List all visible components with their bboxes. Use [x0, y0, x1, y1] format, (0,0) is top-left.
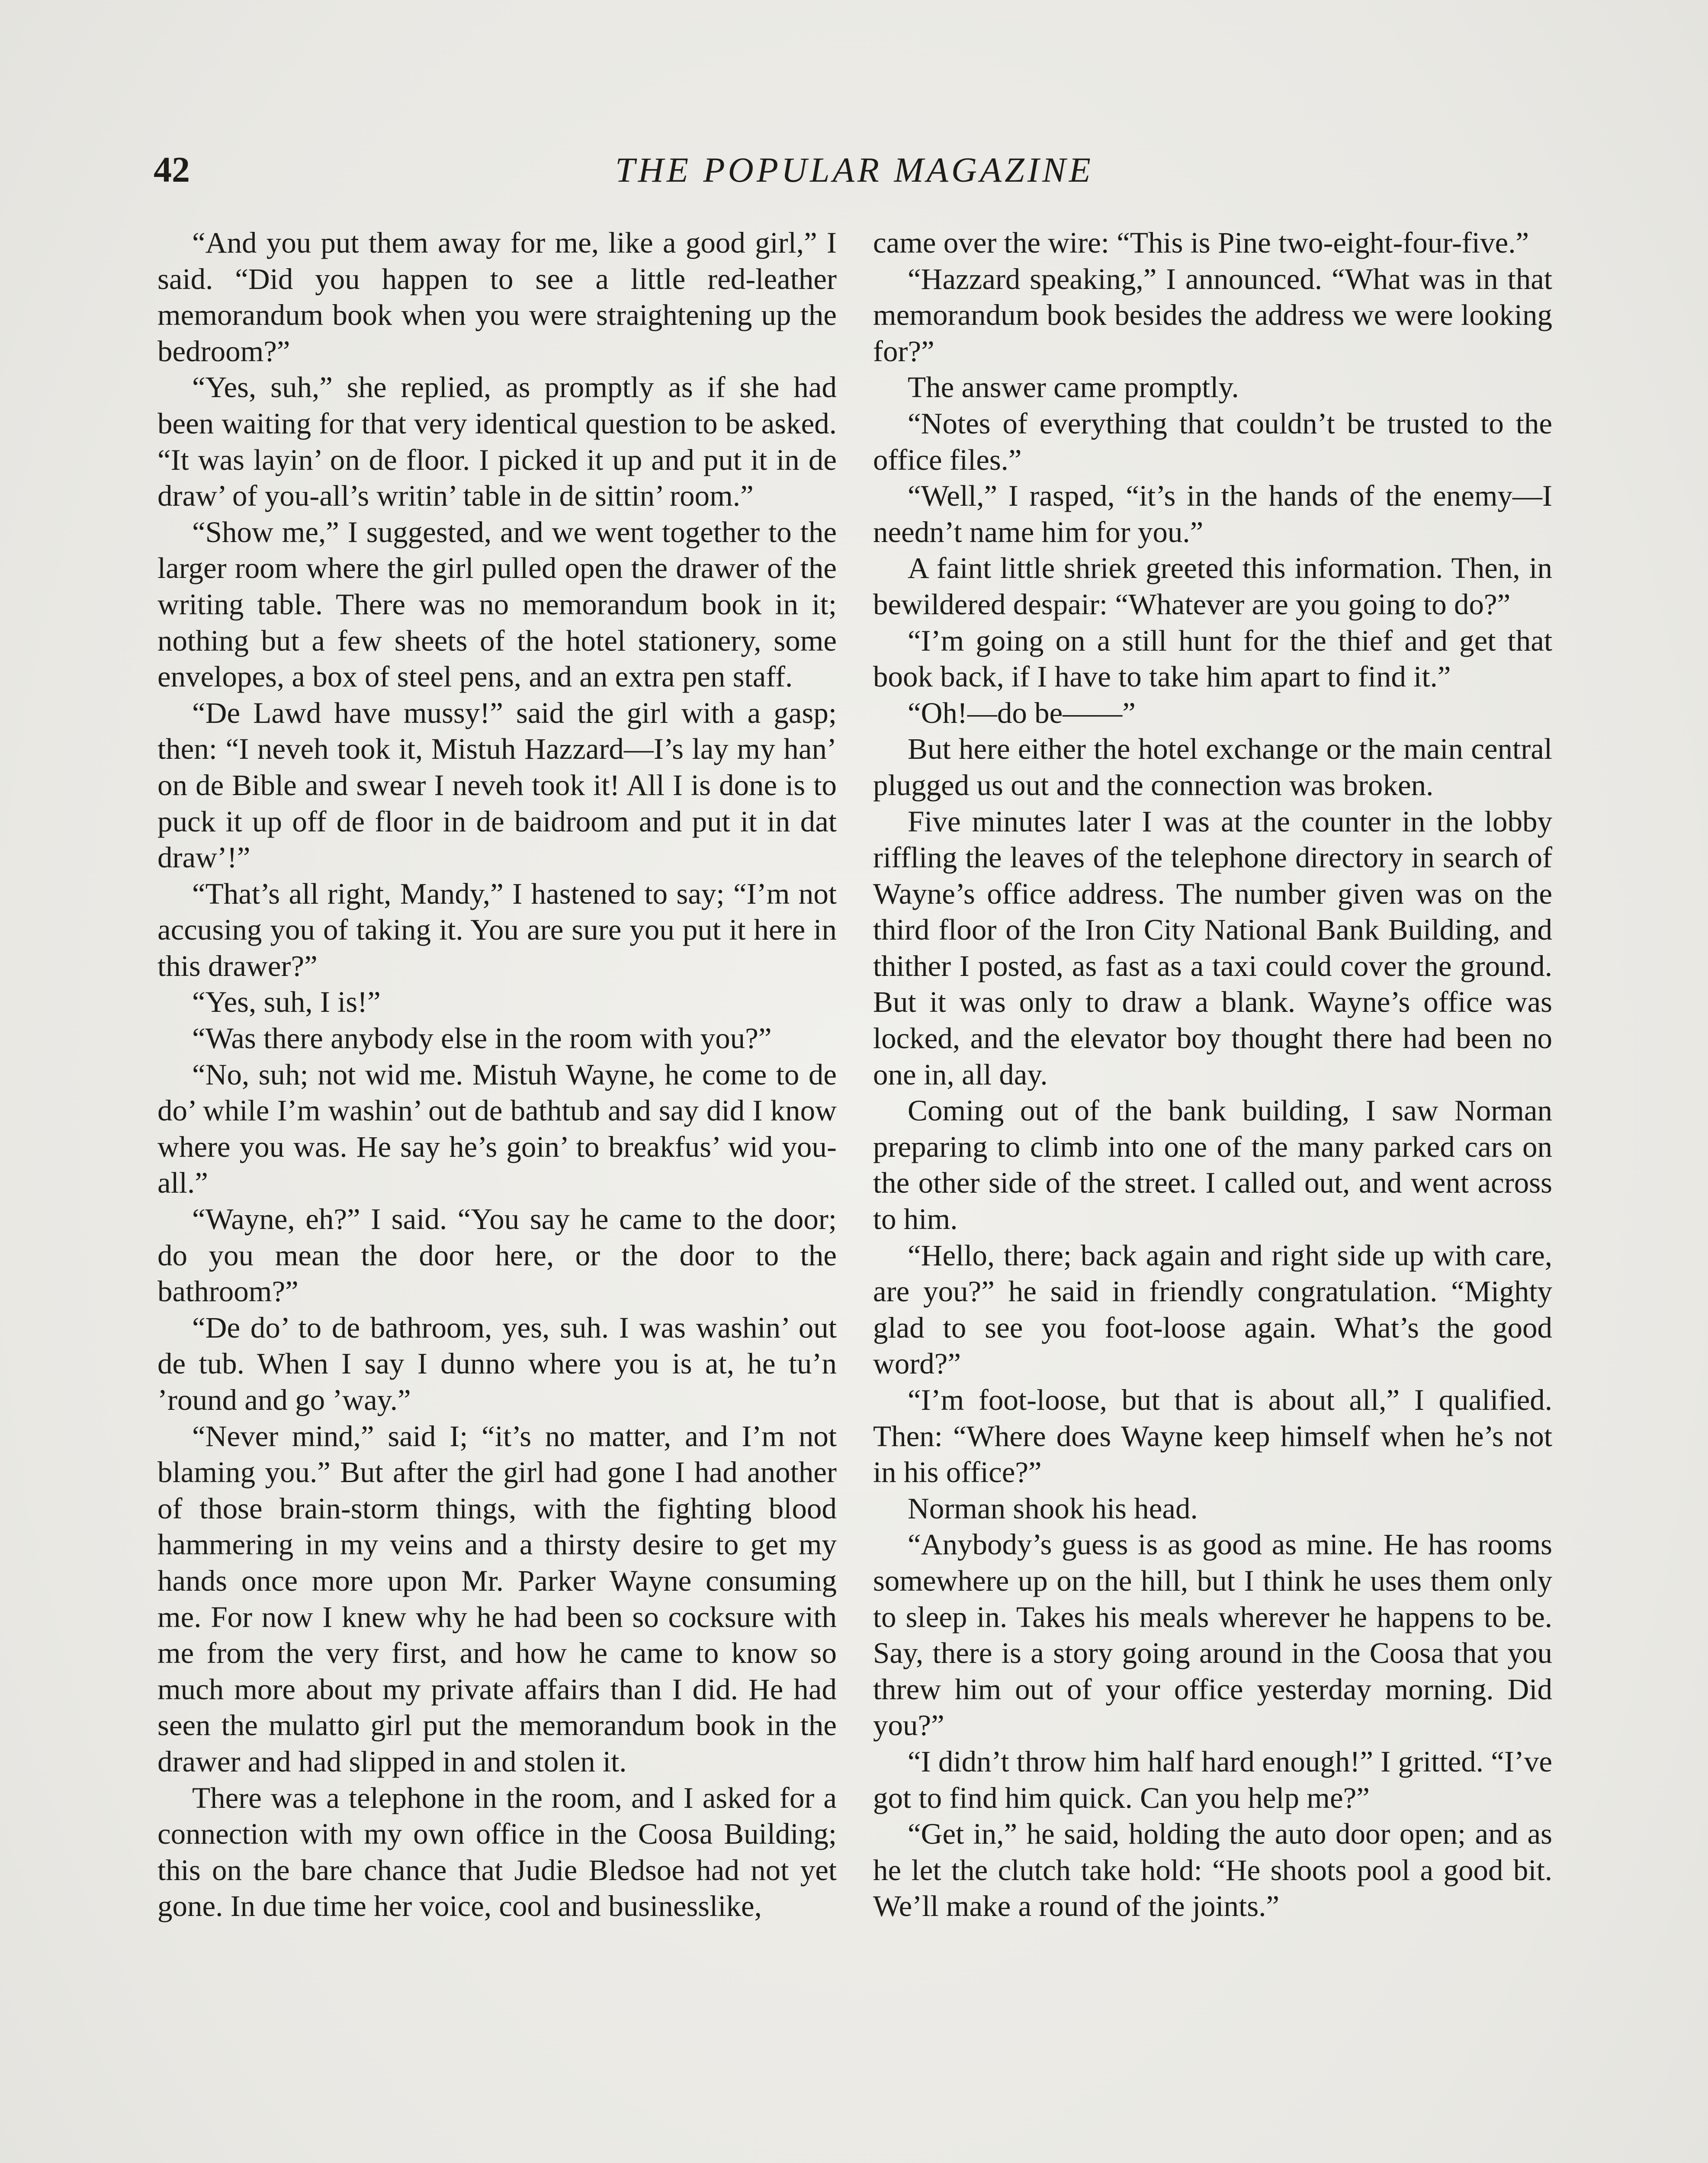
paragraph: “Oh!—do be——” [908, 696, 1136, 729]
paragraph: “I didn’t throw him half hard enough!” I gritted. “I’ve got to find him quick. Can you help me?” [873, 1745, 1552, 1814]
running-title: THE POPULAR MAGAZINE [615, 150, 1094, 189]
paragraph: “Show me,” I suggested, and we went together to the larger room where the girl pulled open the drawer of the writing table. There was no memorandum book in it; nothing but a few sheets of the hotel stationery, some envelopes, a box of steel pens, and an extra pen staff. [157, 515, 837, 693]
page-number: 42 [154, 150, 190, 190]
paragraph: Coming out of the bank building, I saw Norman preparing to climb into one of the many parked cars on the other side of the street. I called out, and went across to him. [873, 1094, 1552, 1236]
paragraph: “Hello, there; back again and right side up with care, are you?” he said in friendly congratulation. “Mighty glad to see you foot-loose again. What’s the good word?” [873, 1239, 1552, 1380]
paragraph: Five minutes later I was at the counter in the lobby riffling the leaves of the telephone directory in search of Wayne’s office address. The number given was on the third floor of the Iron City National Bank Building, and thither I posted, as fast as a taxi could cover the ground. But it was only to draw a blank. Wayne’s office was locked, and the elevator boy thought there had been no one in, all day. [873, 805, 1552, 1091]
left-column [157, 225, 837, 1925]
paragraph: “That’s all right, Mandy,” I hastened to say; “I’m not accusing you of taking it. You are sure you put it here in this drawer?” [157, 877, 837, 982]
paragraph-continued: came over the wire: “This is Pine two-eight-four-five.” [873, 226, 1529, 259]
paragraph: “No, suh; not wid me. Mistuh Wayne, he come to de do’ while I’m washin’ out de bathtub and say did I know where you was. He say he’s goin’ to breakfus’ wid you-all.” [157, 1058, 837, 1200]
paragraph: Norman shook his head. [908, 1492, 1198, 1525]
paragraph: “I’m foot-loose, but that is about all,” I qualified. Then: “Where does Wayne keep himself when he’s not in his office?” [873, 1383, 1552, 1489]
paragraph: “And you put them away for me, like a good girl,” I said. “Did you happen to see a little red-leather memorandum book when you were straightening up the bedroom?” [157, 226, 837, 368]
paragraph: “Hazzard speaking,” I announced. “What was in that memorandum book besides the address we were looking for?” [873, 262, 1552, 368]
paragraph: “Well,” I rasped, “it’s in the hands of the enemy—I needn’t name him for you.” [873, 479, 1552, 549]
right-column [873, 225, 1552, 1925]
paragraph: “Notes of everything that couldn’t be trusted to the office files.” [873, 407, 1552, 476]
paragraph: “De do’ to de bathroom, yes, suh. I was washin’ out de tub. When I say I dunno where you is at, he tu’n ’round and go ’way.” [157, 1311, 837, 1416]
paragraph: There was a telephone in the room, and I asked for a connection with my own office in the Coosa Building; this on the bare chance that Judie Bledsoe had not yet gone. In due time her voice, cool and businesslike, [157, 1781, 837, 1923]
page-header [154, 146, 1555, 194]
paragraph: “Never mind,” said I; “it’s no matter, and I’m not blaming you.” But after the girl had gone I had another of those brain-storm things, with the fighting blood hammering in my veins and a thirsty desire to get my hands once more upon Mr. Parker Wayne consuming me. For now I knew why he had been so cocksure with me from the very first, and how he came to know so much more about my private affairs than I did. He had seen the mulatto girl put the memorandum book in the drawer and had slipped in and stolen it. [157, 1419, 837, 1778]
paragraph: “De Lawd have mussy!” said the girl with a gasp; then: “I neveh took it, Mistuh Hazzard—I’s lay my han’ on de Bible and swear I neveh took it! All I is done is to puck it up off de floor in de baidroom and put it in dat draw’!” [157, 696, 837, 874]
paragraph: “Was there anybody else in the room with you?” [192, 1022, 772, 1055]
paragraph: The answer came promptly. [908, 371, 1239, 404]
paragraph: A faint little shriek greeted this information. Then, in bewildered despair: “Whatever are you going to do?” [873, 552, 1552, 621]
paragraph: “Get in,” he said, holding the auto door open; and as he let the clutch take hold: “He shoots pool a good bit. We’ll make a round of the joints.” [873, 1817, 1552, 1923]
paragraph: “Anybody’s guess is as good as mine. He has rooms somewhere up on the hill, but I think he uses them only to sleep in. Takes his meals wherever he happens to be. Say, there is a story going around in the Coosa that you threw him out of your office yesterday morning. Did you?” [873, 1528, 1552, 1742]
paragraph: “I’m going on a still hunt for the thief and get that book back, if I have to take him apart to find it.” [873, 624, 1552, 693]
paragraph: But here either the hotel exchange or the main central plugged us out and the connection was broken. [873, 732, 1552, 802]
paragraph: “Yes, suh,” she replied, as promptly as if she had been waiting for that very identical question to be asked. “It was layin’ on de floor. I picked it up and put it in de draw’ of you-all’s writin’ table in de sittin’ room.” [157, 371, 837, 513]
paragraph: “Yes, suh, I is!” [192, 985, 381, 1019]
paragraph: “Wayne, eh?” I said. “You say he came to the door; do you mean the door here, or the door to the bathroom?” [157, 1203, 837, 1308]
